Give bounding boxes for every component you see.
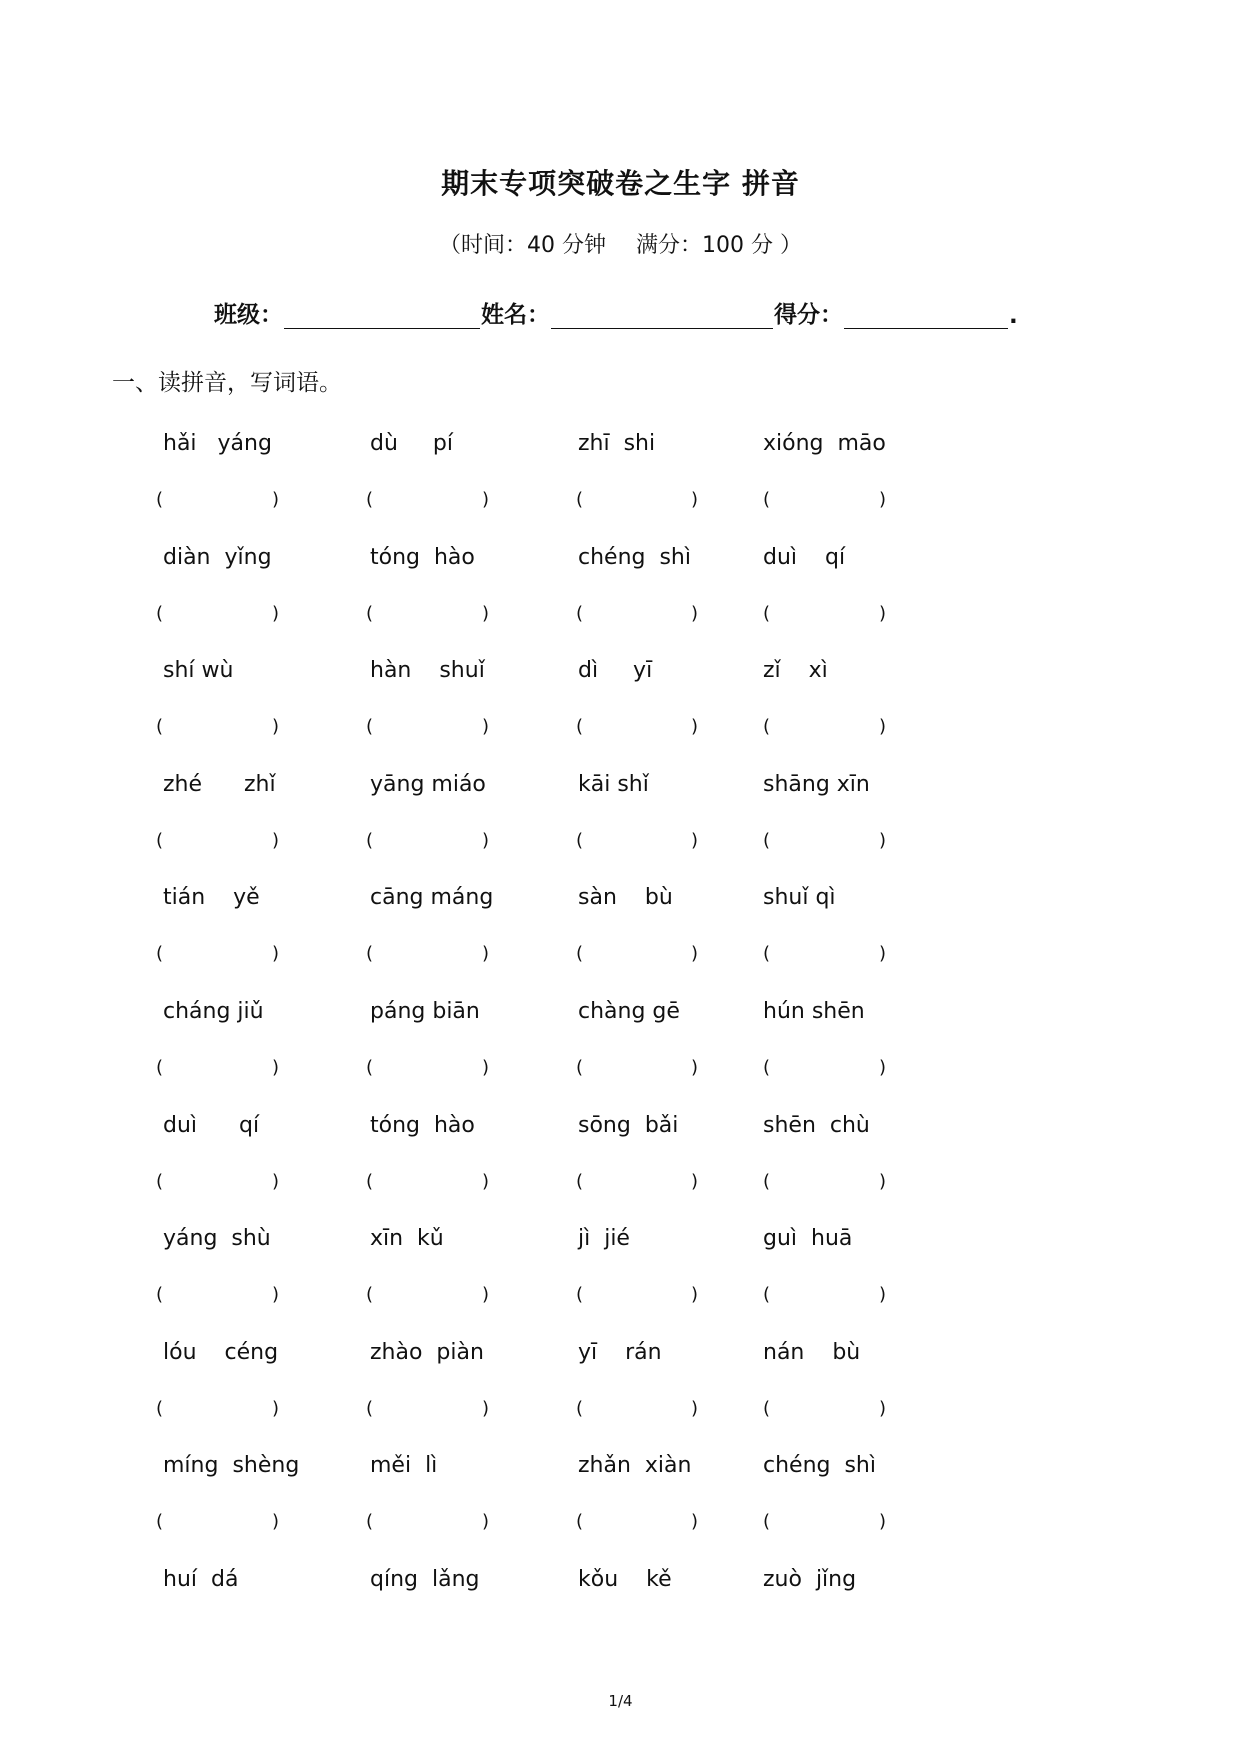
- answer-paren-left: (: [763, 1398, 771, 1419]
- answer-paren-left: (: [763, 830, 771, 851]
- answer-paren-right: ): [482, 716, 490, 737]
- answer-paren-left: (: [576, 1284, 584, 1305]
- pinyin-word: zuò jǐng: [763, 1567, 857, 1592]
- answer-paren-left: (: [156, 489, 164, 510]
- pinyin-word: qíng lǎng: [370, 1567, 480, 1592]
- score-label: 得分：: [774, 302, 843, 328]
- answer-paren-right: ): [879, 1398, 887, 1419]
- answer-paren-right: ): [879, 943, 887, 964]
- answer-blank[interactable]: [380, 489, 480, 517]
- answer-paren-right: ): [879, 716, 887, 737]
- answer-blank[interactable]: [590, 1171, 689, 1199]
- answer-blank[interactable]: [170, 830, 270, 858]
- answer-paren-right: ): [691, 830, 699, 851]
- answer-paren-left: (: [576, 489, 584, 510]
- answer-paren-right: ): [482, 1284, 490, 1305]
- page-title: 期末专项突破卷之生字 拼音: [441, 167, 800, 200]
- pinyin-row: [0, 885, 1241, 925]
- pinyin-row: [0, 772, 1241, 812]
- answer-paren-left: (: [763, 943, 771, 964]
- answer-paren-left: (: [763, 1284, 771, 1305]
- pinyin-word: zhào piàn: [370, 1340, 484, 1365]
- pinyin-word: yī rán: [578, 1340, 662, 1365]
- pinyin-word: shuǐ qì: [763, 885, 836, 910]
- answer-paren-left: (: [366, 489, 374, 510]
- answer-blank[interactable]: [380, 1511, 480, 1539]
- answer-paren-right: ): [482, 489, 490, 510]
- answer-paren-right: ): [482, 1511, 490, 1532]
- answer-blank[interactable]: [777, 1284, 877, 1312]
- pinyin-word: diàn yǐng: [163, 545, 272, 570]
- pinyin-word: duì qí: [763, 545, 846, 570]
- answer-paren-right: ): [691, 1398, 699, 1419]
- answer-blank[interactable]: [380, 1398, 480, 1426]
- answer-blank[interactable]: [777, 716, 877, 744]
- pinyin-word: zǐ xì: [763, 658, 828, 683]
- answer-blank[interactable]: [777, 830, 877, 858]
- answer-paren-right: ): [879, 603, 887, 624]
- pinyin-word: cāng máng: [370, 885, 494, 910]
- answer-paren-left: (: [763, 716, 771, 737]
- answer-paren-right: ): [691, 716, 699, 737]
- answer-blank[interactable]: [777, 943, 877, 971]
- answer-paren-left: (: [576, 1511, 584, 1532]
- page-number: 1/4: [608, 1692, 633, 1710]
- answer-blank[interactable]: [590, 603, 689, 631]
- answer-blank[interactable]: [777, 603, 877, 631]
- answer-paren-left: (: [156, 830, 164, 851]
- answer-row: [0, 489, 1241, 529]
- pinyin-word: sōng bǎi: [578, 1113, 679, 1138]
- answer-paren-left: (: [156, 716, 164, 737]
- answer-blank[interactable]: [380, 1171, 480, 1199]
- answer-paren-left: (: [576, 1171, 584, 1192]
- pinyin-word: huí dá: [163, 1567, 239, 1592]
- name-label: 姓名：: [481, 302, 550, 328]
- pinyin-word: shāng xīn: [763, 772, 870, 797]
- answer-paren-left: (: [366, 1511, 374, 1532]
- pinyin-word: duì qí: [163, 1113, 260, 1138]
- pinyin-row: [0, 1226, 1241, 1266]
- class-blank[interactable]: [284, 308, 480, 329]
- answer-paren-right: ): [879, 489, 887, 510]
- answer-paren-right: ): [691, 943, 699, 964]
- exam-subtitle: [0, 228, 1241, 259]
- pinyin-word: zhé zhǐ: [163, 772, 276, 797]
- answer-paren-left: (: [366, 1171, 374, 1192]
- pinyin-row: [0, 1567, 1241, 1607]
- answer-paren-right: ): [272, 716, 280, 737]
- answer-paren-right: ): [272, 603, 280, 624]
- answer-paren-right: ): [482, 603, 490, 624]
- answer-blank[interactable]: [590, 1284, 689, 1312]
- answer-paren-right: ): [272, 1171, 280, 1192]
- answer-paren-right: ): [691, 1057, 699, 1078]
- answer-paren-left: (: [366, 1284, 374, 1305]
- answer-paren-right: ): [272, 830, 280, 851]
- answer-paren-left: (: [576, 1057, 584, 1078]
- pinyin-word: tóng hào: [370, 545, 475, 570]
- answer-blank[interactable]: [170, 716, 270, 744]
- answer-paren-right: ): [691, 489, 699, 510]
- answer-blank[interactable]: [590, 943, 689, 971]
- answer-paren-left: (: [763, 1171, 771, 1192]
- answer-blank[interactable]: [590, 1057, 689, 1085]
- pinyin-word: tián yě: [163, 885, 260, 910]
- answer-blank[interactable]: [380, 830, 480, 858]
- time-limit: （时间：40 分钟: [439, 233, 606, 258]
- pinyin-row: [0, 431, 1241, 471]
- answer-row: [0, 1171, 1241, 1211]
- pinyin-row: [0, 1453, 1241, 1493]
- answer-paren-left: (: [576, 1398, 584, 1419]
- pinyin-word: dì yī: [578, 658, 653, 683]
- name-blank[interactable]: [551, 308, 773, 329]
- pinyin-word: chéng shì: [578, 545, 691, 570]
- pinyin-word: cháng jiǔ: [163, 999, 264, 1024]
- pinyin-word: sàn bù: [578, 885, 673, 910]
- pinyin-row: [0, 545, 1241, 585]
- answer-paren-left: (: [156, 1171, 164, 1192]
- answer-paren-left: (: [576, 943, 584, 964]
- answer-blank[interactable]: [170, 1511, 270, 1539]
- answer-blank[interactable]: [777, 1171, 877, 1199]
- info-end: .: [1009, 303, 1018, 329]
- answer-paren-right: ): [691, 1511, 699, 1532]
- answer-paren-right: ): [272, 1398, 280, 1419]
- answer-blank[interactable]: [170, 1171, 270, 1199]
- answer-paren-right: ): [272, 489, 280, 510]
- answer-blank[interactable]: [170, 943, 270, 971]
- answer-paren-right: ): [879, 1057, 887, 1078]
- pinyin-word: páng biān: [370, 999, 480, 1024]
- answer-blank[interactable]: [380, 716, 480, 744]
- answer-row: [0, 603, 1241, 643]
- answer-paren-right: ): [879, 1284, 887, 1305]
- answer-row: [0, 1398, 1241, 1438]
- pinyin-word: jì jié: [578, 1226, 630, 1251]
- full-score: 满分：100 分 ）: [636, 233, 802, 258]
- answer-blank[interactable]: [380, 603, 480, 631]
- answer-paren-right: ): [879, 1511, 887, 1532]
- answer-row: [0, 830, 1241, 870]
- answer-blank[interactable]: [170, 1057, 270, 1085]
- pinyin-row: [0, 658, 1241, 698]
- answer-paren-right: ): [879, 830, 887, 851]
- answer-paren-left: (: [576, 716, 584, 737]
- class-label: 班级：: [214, 302, 283, 328]
- answer-blank[interactable]: [590, 1511, 689, 1539]
- answer-row: [0, 1284, 1241, 1324]
- pinyin-word: hàn shuǐ: [370, 658, 485, 683]
- answer-paren-right: ): [482, 830, 490, 851]
- answer-blank[interactable]: [590, 716, 689, 744]
- answer-paren-left: (: [366, 716, 374, 737]
- answer-paren-left: (: [156, 943, 164, 964]
- answer-blank[interactable]: [380, 1284, 480, 1312]
- pinyin-word: zhǎn xiàn: [578, 1453, 692, 1478]
- pinyin-word: zhī shi: [578, 431, 656, 456]
- answer-paren-left: (: [366, 1057, 374, 1078]
- pinyin-word: míng shèng: [163, 1453, 300, 1478]
- answer-paren-right: ): [879, 1171, 887, 1192]
- answer-blank[interactable]: [777, 489, 877, 517]
- student-info-line: [214, 296, 1018, 329]
- answer-blank[interactable]: [380, 1057, 480, 1085]
- answer-paren-left: (: [366, 943, 374, 964]
- pinyin-word: měi lì: [370, 1453, 438, 1478]
- answer-paren-left: (: [366, 603, 374, 624]
- pinyin-word: tóng hào: [370, 1113, 475, 1138]
- answer-paren-right: ): [691, 1171, 699, 1192]
- answer-paren-left: (: [763, 603, 771, 624]
- answer-paren-left: (: [763, 1511, 771, 1532]
- answer-blank[interactable]: [380, 943, 480, 971]
- answer-paren-left: (: [156, 1284, 164, 1305]
- pinyin-word: shí wù: [163, 658, 234, 683]
- answer-paren-right: ): [272, 1057, 280, 1078]
- pinyin-word: chàng gē: [578, 999, 680, 1024]
- answer-paren-right: ): [691, 603, 699, 624]
- answer-blank[interactable]: [777, 1511, 877, 1539]
- answer-blank[interactable]: [590, 489, 689, 517]
- answer-paren-left: (: [763, 1057, 771, 1078]
- answer-paren-left: (: [366, 1398, 374, 1419]
- answer-paren-left: (: [576, 603, 584, 624]
- score-blank[interactable]: [844, 308, 1008, 329]
- answer-paren-right: ): [272, 1284, 280, 1305]
- answer-row: [0, 1511, 1241, 1551]
- answer-blank[interactable]: [777, 1057, 877, 1085]
- answer-paren-left: (: [156, 1398, 164, 1419]
- answer-row: [0, 1057, 1241, 1097]
- pinyin-word: yáng shù: [163, 1226, 271, 1251]
- answer-paren-right: ): [482, 1057, 490, 1078]
- answer-blank[interactable]: [170, 489, 270, 517]
- section-title: 一、读拼音，写词语。: [112, 370, 342, 396]
- pinyin-word: yāng miáo: [370, 772, 486, 797]
- answer-paren-right: ): [272, 943, 280, 964]
- pinyin-word: lóu céng: [163, 1340, 279, 1365]
- answer-blank[interactable]: [170, 603, 270, 631]
- answer-paren-right: ): [482, 943, 490, 964]
- answer-paren-right: ): [691, 1284, 699, 1305]
- answer-paren-left: (: [576, 830, 584, 851]
- pinyin-word: guì huā: [763, 1226, 853, 1251]
- pinyin-word: shēn chù: [763, 1113, 870, 1138]
- pinyin-word: xīn kǔ: [370, 1226, 444, 1251]
- pinyin-row: [0, 1113, 1241, 1153]
- answer-paren-left: (: [366, 830, 374, 851]
- pinyin-word: nán bù: [763, 1340, 861, 1365]
- answer-blank[interactable]: [170, 1284, 270, 1312]
- answer-paren-left: (: [156, 1511, 164, 1532]
- pinyin-word: chéng shì: [763, 1453, 876, 1478]
- answer-row: [0, 716, 1241, 756]
- pinyin-word: hún shēn: [763, 999, 865, 1024]
- pinyin-word: kǒu kě: [578, 1567, 672, 1592]
- pinyin-word: xióng māo: [763, 431, 886, 456]
- answer-row: [0, 943, 1241, 983]
- answer-paren-right: ): [272, 1511, 280, 1532]
- answer-blank[interactable]: [590, 1398, 689, 1426]
- answer-blank[interactable]: [590, 830, 689, 858]
- answer-paren-left: (: [763, 489, 771, 510]
- answer-paren-left: (: [156, 603, 164, 624]
- answer-paren-left: (: [156, 1057, 164, 1078]
- pinyin-row: [0, 999, 1241, 1039]
- pinyin-word: hǎi yáng: [163, 431, 272, 456]
- answer-paren-right: ): [482, 1171, 490, 1192]
- pinyin-word: kāi shǐ: [578, 772, 649, 797]
- pinyin-word: dù pí: [370, 431, 453, 456]
- answer-paren-right: ): [482, 1398, 490, 1419]
- answer-blank[interactable]: [777, 1398, 877, 1426]
- answer-blank[interactable]: [170, 1398, 270, 1426]
- pinyin-row: [0, 1340, 1241, 1380]
